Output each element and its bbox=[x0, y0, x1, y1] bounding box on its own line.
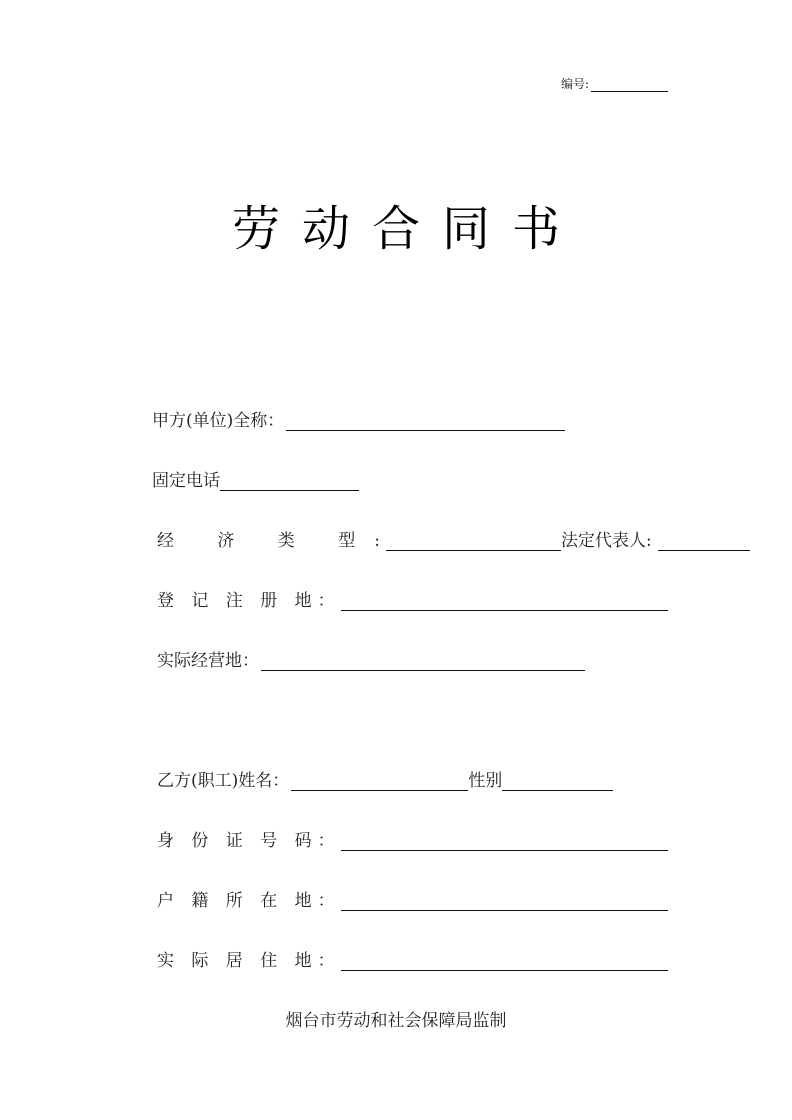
party-b-id-number-field[interactable] bbox=[341, 832, 668, 851]
party-a-phone-row bbox=[152, 466, 359, 491]
party-b-name-label: 乙方(职工)姓名： bbox=[157, 771, 290, 791]
party-b-household-label: 户 籍 所 在 地： bbox=[157, 891, 341, 911]
party-b-household-row bbox=[157, 886, 668, 911]
party-a-economic-type-row bbox=[157, 526, 750, 551]
party-a-economic-type-label: 经 济 类 型: bbox=[157, 531, 399, 551]
party-a-economic-type-field[interactable] bbox=[386, 532, 561, 551]
contract-number-row bbox=[561, 75, 668, 92]
party-b-residence-row bbox=[157, 946, 668, 971]
party-b-gender-label: 性别 bbox=[468, 771, 503, 791]
party-b-id-number-row bbox=[157, 826, 668, 851]
party-a-business-address-label: 实际经营地： bbox=[157, 651, 259, 671]
party-a-phone-label: 固定电话 bbox=[152, 471, 220, 491]
party-b-residence-field[interactable] bbox=[341, 952, 668, 971]
party-a-full-name-label: 甲方(单位)全称： bbox=[152, 411, 285, 431]
party-b-name-field[interactable] bbox=[291, 772, 468, 791]
party-b-residence-label: 实 际 居 住 地： bbox=[157, 951, 341, 971]
party-a-phone-field[interactable] bbox=[220, 472, 359, 491]
party-a-registered-address-row bbox=[157, 586, 668, 611]
party-b-gender-field[interactable] bbox=[502, 772, 613, 791]
party-b-name-row bbox=[157, 766, 613, 791]
party-a-legal-rep-label: 法定代表人: bbox=[560, 531, 652, 551]
party-a-full-name-row bbox=[152, 406, 565, 431]
party-a-business-address-field[interactable] bbox=[261, 652, 585, 671]
party-a-full-name-field[interactable] bbox=[286, 412, 565, 431]
party-a-registered-address-field[interactable] bbox=[341, 592, 668, 611]
party-a-registered-address-label: 登 记 注 册 地： bbox=[157, 591, 341, 611]
contract-number-label: 编号: bbox=[561, 77, 590, 91]
party-b-household-field[interactable] bbox=[341, 892, 668, 911]
party-b-id-number-label: 身 份 证 号 码： bbox=[157, 831, 341, 851]
party-a-business-address-row bbox=[157, 646, 585, 671]
issuer-footer: 烟台市劳动和社会保障局监制 bbox=[285, 1011, 507, 1031]
document-title: 劳动合同书 bbox=[231, 201, 582, 257]
contract-number-field[interactable] bbox=[591, 78, 668, 92]
party-a-legal-rep-field[interactable] bbox=[658, 532, 750, 551]
